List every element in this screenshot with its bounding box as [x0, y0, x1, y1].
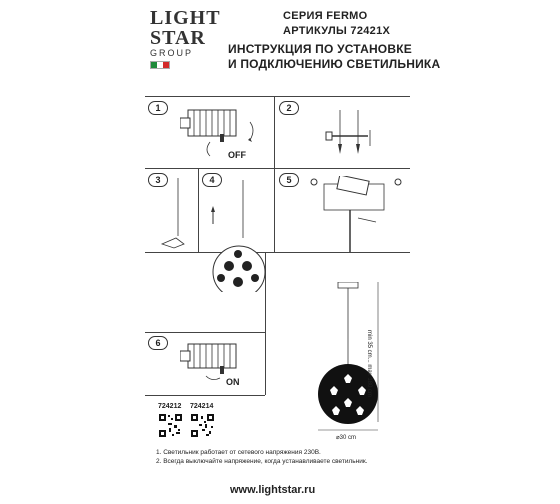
step-1-badge: 1: [148, 101, 168, 115]
step-6-breaker-illustration: [180, 340, 260, 392]
divider-top: [145, 96, 410, 97]
logo-line3: GROUP: [150, 48, 194, 58]
article-numbers: АРТИКУЛЫ 72421X: [283, 25, 391, 37]
logo: [150, 7, 221, 69]
italian-flag-icon: [150, 61, 170, 69]
step-3-badge: 3: [148, 173, 168, 187]
step-4-shade-illustration: [205, 180, 273, 292]
divider-bottom: [145, 395, 265, 396]
step-5-mount-illustration: [306, 176, 410, 260]
article-code-1: 724212: [158, 403, 182, 410]
step-2-bracket-illustration: [318, 106, 378, 160]
on-label: ON: [226, 377, 240, 387]
step-4-badge: 4: [202, 173, 222, 187]
divider-vertical-main: [274, 96, 275, 252]
off-label: OFF: [228, 150, 246, 160]
pendant-lamp-illustration: [318, 282, 408, 442]
title-line2: И ПОДКЛЮЧЕНИЮ СВЕТИЛЬНИКА: [228, 57, 441, 71]
qr-code-1-icon: [158, 413, 183, 438]
series-name: СЕРИЯ FERMO: [283, 10, 368, 22]
height-dimension-label: min 35 cm... max 180 cm: [366, 330, 372, 398]
divider-mid-3: [145, 332, 265, 333]
step-1-breaker-illustration: [180, 104, 270, 164]
step-2-badge: 2: [279, 101, 299, 115]
note-1: 1. Светильник работает от сетевого напряжения 230В.: [156, 449, 321, 456]
divider-vertical-left: [198, 168, 199, 252]
qr-code-2-icon: [190, 413, 215, 438]
note-2: 2. Всегда выключайте напряжение, когда устанавливаете светильник.: [156, 458, 368, 465]
step-3-cable-illustration: [150, 178, 198, 252]
step-6-badge: 6: [148, 336, 168, 350]
title-line1: ИНСТРУКЦИЯ ПО УСТАНОВКЕ: [228, 42, 412, 56]
article-code-2: 724214: [190, 403, 214, 410]
logo-line2: STAR: [150, 27, 206, 49]
logo-line1: LIGHT: [150, 7, 221, 29]
website-link[interactable]: www.lightstar.ru: [230, 484, 316, 496]
divider-mid-1: [145, 168, 410, 169]
diameter-dimension-label: ⌀30 cm: [336, 435, 356, 441]
step-5-badge: 5: [279, 173, 299, 187]
